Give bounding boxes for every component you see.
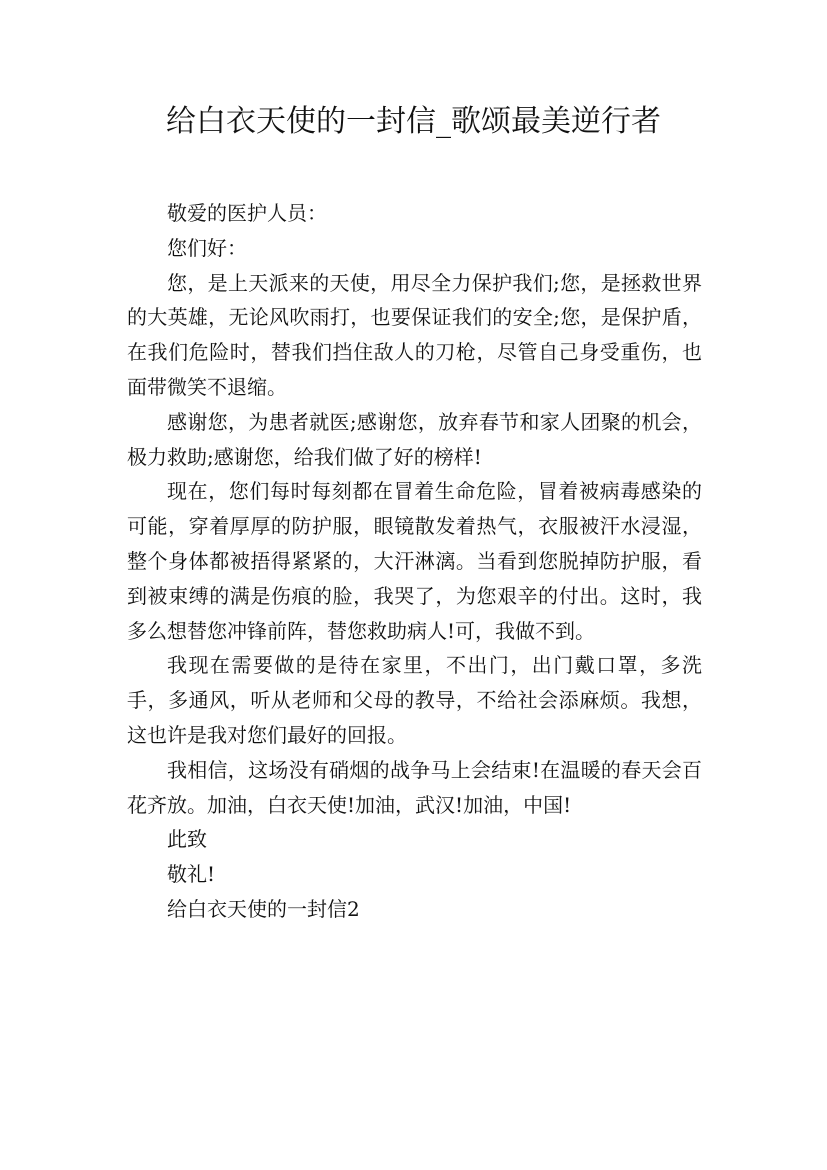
greeting: 您们好：	[167, 235, 247, 260]
document-title: 给白衣天使的一封信_歌颂最美逆行者	[166, 104, 661, 139]
salutation: 敬爱的医护人员：	[167, 201, 327, 225]
closing-salute: 敬礼!	[167, 862, 216, 887]
paragraph-current-situation: 现在，您们每时每刻都在冒着生命危险，冒着被病毒感染的可能，穿着厚厚的防护服，眼镜散发着热气，衣服被汗水浸湿，整个身体都被捂得紧紧的，大汗淋漓。当看到您脱掉防护服，看到被束缚的满是伤痕的脸，我哭了，为您艰辛的付出。这时，我多么想替您冲锋前阵，替您救助病人!可，我做不到。	[127, 479, 702, 643]
paragraph-thanks: 感谢您，为患者就医;感谢您，放弃春节和家人团聚的机会，极力救助;感谢您，给我们做了好的榜样!	[127, 409, 702, 469]
closing-line: 此致	[167, 827, 207, 852]
paragraph-what-i-do: 我现在需要做的是待在家里，不出门，出门戴口罩，多洗手，多通风，听从老师和父母的教导，不给社会添麻烦。我想，这也许是我对您们最好的回报。	[127, 653, 702, 747]
paragraph-praise: 您，是上天派来的天使，用尽全力保护我们;您，是拯救世界的大英雄，无论风吹雨打，也要保证我们的安全;您，是保护盾，在我们危险时，替我们挡住敌人的刀枪，尽管自己身受重伤，也面带微笑不退缩。	[127, 270, 702, 399]
letter-body	[127, 196, 702, 927]
paragraph-belief: 我相信，这场没有硝烟的战争马上会结束!在温暖的春天会百花齐放。加油，白衣天使!加油，武汉!加油，中国!	[127, 757, 702, 817]
next-letter-heading: 给白衣天使的一封信2	[167, 896, 360, 921]
